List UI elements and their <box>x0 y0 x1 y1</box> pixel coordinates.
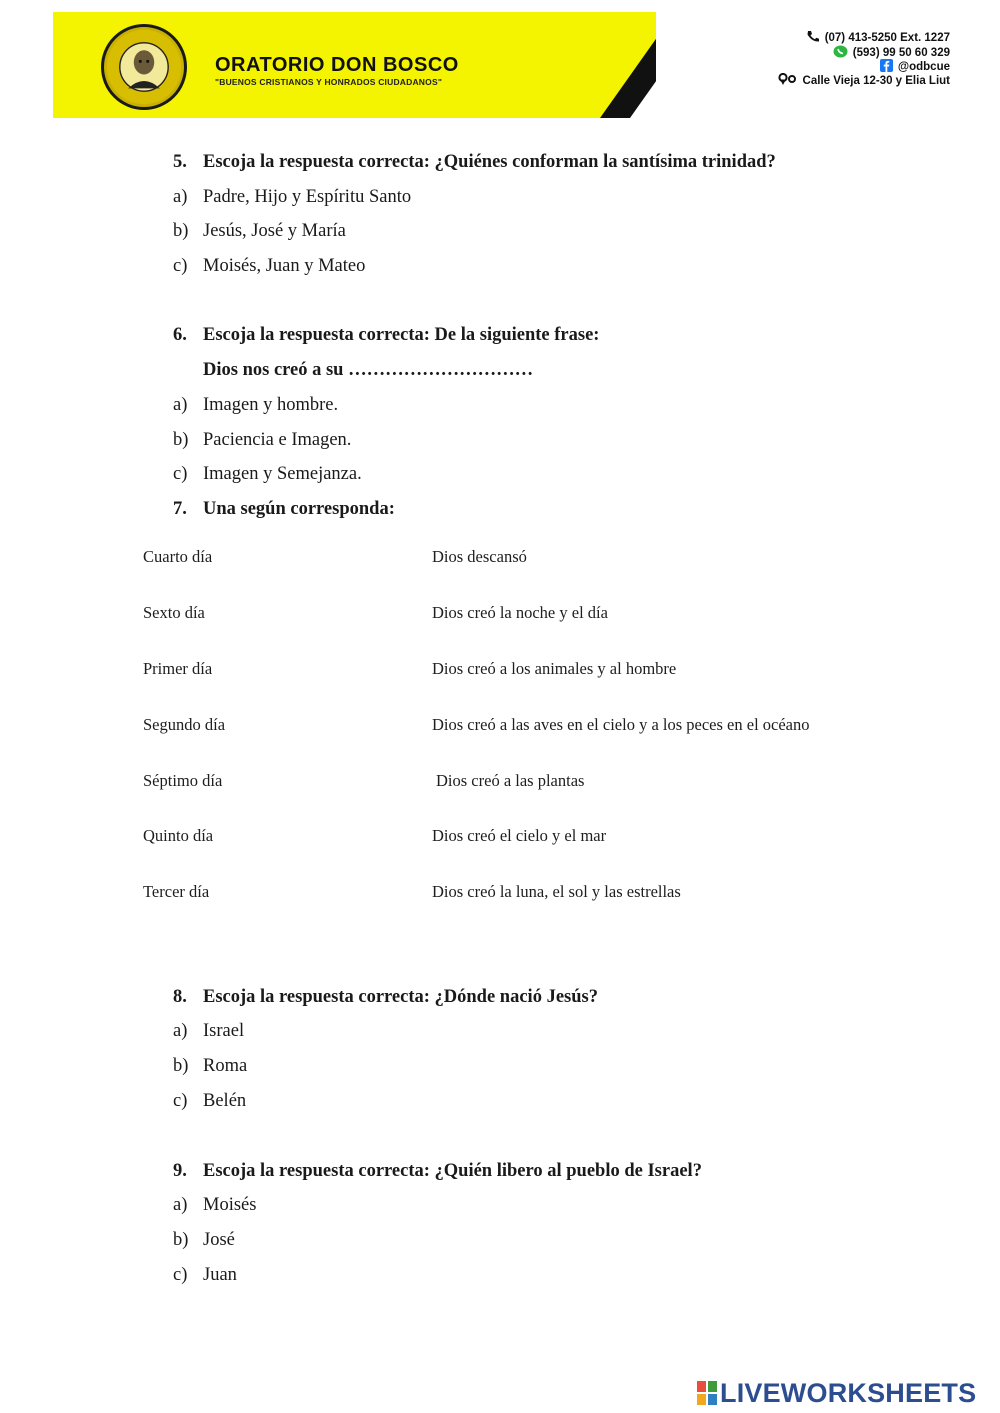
facebook-handle: @odbcue <box>897 61 950 73</box>
option-text: Paciencia e Imagen. <box>203 430 352 450</box>
contact-phone <box>806 30 950 45</box>
q5-option-a[interactable] <box>173 186 411 208</box>
header-banner <box>53 12 956 118</box>
match-left-item[interactable]: Tercer día <box>143 882 210 901</box>
org-motto: "BUENOS CRISTIANOS Y HONRADOS CIUDADANOS" <box>215 77 443 87</box>
question-text: Escoja la respuesta correcta: De la siguiente frase: <box>203 325 600 345</box>
option-text: Roma <box>203 1056 248 1076</box>
match-right-item[interactable]: Dios creó la luna, el sol y las estrellas <box>432 882 681 901</box>
q6-option-a[interactable] <box>173 394 338 416</box>
question-9 <box>173 1160 702 1182</box>
liveworksheets-brand[interactable] <box>696 1378 976 1408</box>
option-text: Padre, Hijo y Espíritu Santo <box>203 187 412 207</box>
option-letter: a) <box>173 1195 188 1215</box>
q9-option-a[interactable] <box>173 1194 256 1216</box>
oratorio-logo <box>101 24 187 110</box>
q9-option-c[interactable] <box>173 1264 237 1286</box>
question-text: Escoja la respuesta correcta: ¿Dónde nació Jesús? <box>203 987 598 1007</box>
match-left-item[interactable]: Segundo día <box>143 715 226 734</box>
match-left-item[interactable]: Primer día <box>143 659 213 678</box>
match-right-item[interactable]: Dios creó el cielo y el mar <box>432 826 607 845</box>
option-letter: c) <box>173 256 188 276</box>
liveworksheets-logo-icon <box>696 1380 718 1406</box>
option-text: Imagen y hombre. <box>203 395 339 415</box>
option-letter: c) <box>173 464 188 484</box>
q8-option-a[interactable] <box>173 1020 244 1042</box>
question-7 <box>173 498 395 520</box>
match-left-item[interactable]: Sexto día <box>143 603 205 622</box>
option-letter: a) <box>173 1021 188 1041</box>
org-name: ORATORIO DON BOSCO <box>215 54 459 76</box>
question-number: 7. <box>173 499 187 519</box>
question-text: Una según corresponda: <box>203 499 395 519</box>
whatsapp-icon <box>833 45 848 61</box>
match-left-item[interactable]: Séptimo día <box>143 771 223 790</box>
option-letter: c) <box>173 1265 188 1285</box>
location-icon <box>778 73 798 88</box>
option-letter: c) <box>173 1091 188 1111</box>
question-6 <box>173 324 599 346</box>
question-number: 8. <box>173 987 187 1007</box>
question-8 <box>173 986 598 1008</box>
question-text: Escoja la respuesta correcta: ¿Quiénes conforman la santísima trinidad? <box>203 152 776 172</box>
match-right-item[interactable]: Dios creó a los animales y al hombre <box>432 659 677 678</box>
q6-option-b[interactable] <box>173 429 351 451</box>
whatsapp-number: (593) 99 50 60 329 <box>852 47 950 59</box>
option-text: Jesús, José y María <box>203 221 346 241</box>
option-text: José <box>203 1230 235 1250</box>
match-left-item[interactable]: Cuarto día <box>143 547 213 566</box>
option-letter: a) <box>173 395 188 415</box>
question-number: 9. <box>173 1161 187 1181</box>
q5-option-c[interactable] <box>173 255 365 277</box>
q8-option-b[interactable] <box>173 1055 247 1077</box>
phone-number: (07) 413-5250 Ext. 1227 <box>824 31 950 44</box>
option-text: Juan <box>203 1265 237 1285</box>
question-text: Escoja la respuesta correcta: ¿Quién libero al pueblo de Israel? <box>203 1161 702 1181</box>
q9-option-b[interactable] <box>173 1229 235 1251</box>
question-5 <box>173 151 776 173</box>
match-left-item[interactable]: Quinto día <box>143 826 214 845</box>
brand-name: LIVEWORKSHEETS <box>720 1378 977 1408</box>
option-text: Moisés <box>203 1195 257 1215</box>
option-letter: b) <box>173 1230 189 1250</box>
question-number: 5. <box>173 152 187 172</box>
match-right-item[interactable]: Dios descansó <box>432 547 527 566</box>
address: Calle Vieja 12-30 y Elia Liut <box>802 74 950 87</box>
q8-option-c[interactable] <box>173 1090 246 1112</box>
option-letter: a) <box>173 187 188 207</box>
option-text: Imagen y Semejanza. <box>203 464 362 484</box>
q5-option-b[interactable] <box>173 220 346 242</box>
match-right-item[interactable]: Dios creó la noche y el día <box>432 603 608 622</box>
option-text: Israel <box>203 1021 245 1041</box>
option-letter: b) <box>173 221 189 241</box>
match-right-item[interactable]: Dios creó a las plantas <box>436 771 585 790</box>
option-letter: b) <box>173 1056 189 1076</box>
phone-icon <box>806 30 820 45</box>
match-right-item[interactable]: Dios creó a las aves en el cielo y a los peces en el océano <box>432 715 810 734</box>
option-text: Moisés, Juan y Mateo <box>203 256 366 276</box>
q6-phrase: Dios nos creó a su ………………………… <box>203 360 534 380</box>
option-letter: b) <box>173 430 189 450</box>
question-number: 6. <box>173 325 187 345</box>
contact-address <box>778 73 950 88</box>
option-text: Belén <box>203 1091 247 1111</box>
q6-option-c[interactable] <box>173 463 362 485</box>
